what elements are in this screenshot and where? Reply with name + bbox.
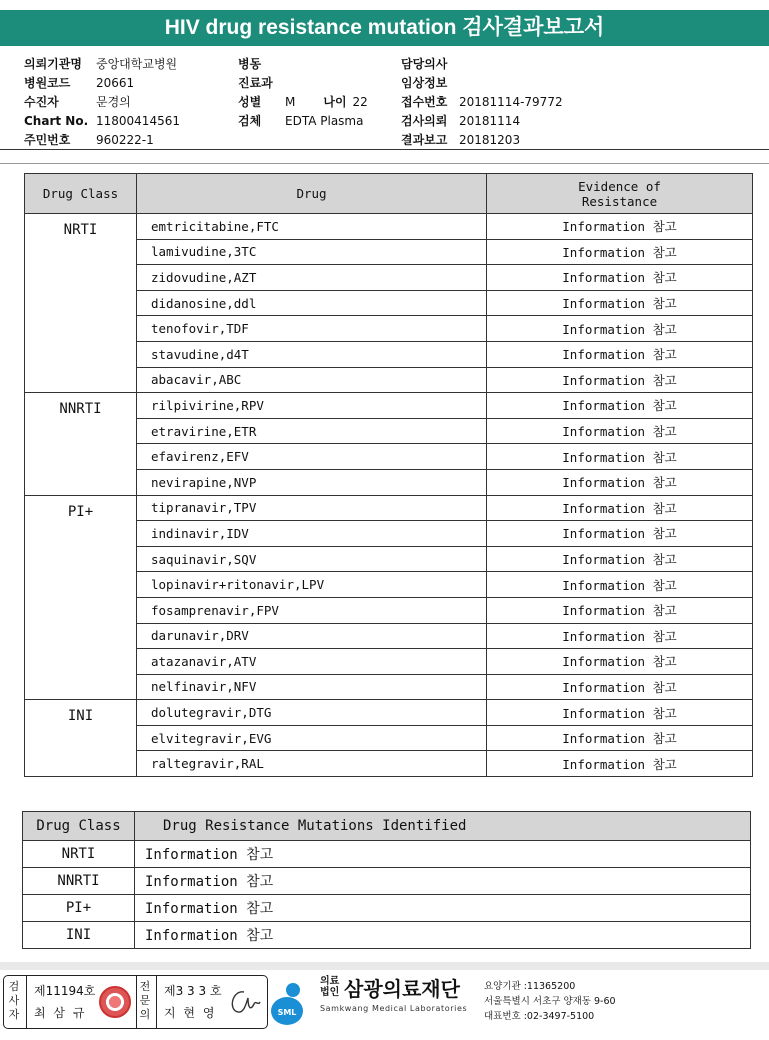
info-value: 중앙대학교병원 [96,57,178,71]
seal-stamp-icon [99,986,131,1018]
info-label: 의뢰기관명 [24,57,82,71]
mutation-cell: Information 참고 [135,922,751,949]
drug-cell: rilpivirine,RPV [137,393,487,419]
table-row [25,700,753,726]
signature-icon [226,986,262,1018]
info-value: 960222-1 [96,133,154,147]
table-row [25,214,753,240]
info-label: 임상정보 [401,76,448,90]
info-value: 20181114-79772 [459,95,563,109]
info-value: 20181114 [459,114,521,128]
info-row [24,131,180,150]
table-row [25,393,753,419]
info-value: 20181203 [459,133,521,147]
drug-class-cell: INI [23,922,135,949]
evidence-cell: Information 참고 [487,521,753,547]
tester-license: 제11194호 [34,984,96,998]
patient-info-col2 [238,55,368,131]
drug-cell: efavirenz,EFV [137,444,487,470]
table-row [23,868,751,895]
info-row [24,93,180,112]
signature-box [3,975,268,1029]
info-value: 11800414561 [96,114,180,128]
drug-cell: indinavir,IDV [137,521,487,547]
evidence-cell: Information 참고 [487,316,753,342]
evidence-cell: Information 참고 [487,469,753,495]
info-row [401,74,563,93]
info-row [24,112,180,131]
evidence-cell: Information 참고 [487,214,753,240]
info-label: 주민번호 [24,133,71,147]
info-row [401,112,563,131]
drug-cell: dolutegravir,DTG [137,700,487,726]
age-value: 22 [352,95,368,109]
drug-class-cell: PI+ [23,895,135,922]
table-row [23,895,751,922]
evidence-cell: Information 참고 [487,367,753,393]
report-title: HIV drug resistance mutation 검사결과보고서 [0,10,769,46]
drug-cell: nevirapine,NVP [137,469,487,495]
sml-logo-icon [270,978,310,1026]
drug-cell: stavudine,d4T [137,341,487,367]
drug-cell: tipranavir,TPV [137,495,487,521]
evidence-cell: Information 참고 [487,649,753,675]
evidence-cell: Information 참고 [487,546,753,572]
col-drug-class: Drug Class [25,174,137,214]
divider [0,149,769,150]
org-type: 의료 법인 [320,976,340,998]
specimen-value: EDTA Plasma [285,114,364,128]
drug-cell: emtricitabine,FTC [137,214,487,240]
evidence-cell: Information 참고 [487,725,753,751]
drug-cell: didanosine,ddl [137,290,487,316]
footer-band [0,962,769,970]
evidence-cell: Information 참고 [487,393,753,419]
sex-value: M [285,95,296,109]
evidence-cell: Information 참고 [487,495,753,521]
info-label: 결과보고 [401,133,448,147]
specialist-name: 지 현 영 [164,1006,217,1020]
mutations-table [22,811,751,949]
patient-info-col3 [401,55,563,150]
info-label: 담당의사 [401,57,448,71]
drug-cell: atazanavir,ATV [137,649,487,675]
col-drug: Drug [137,174,487,214]
col-mutations: Drug Resistance Mutations Identified [135,812,751,841]
col-evidence: Evidence of Resistance [487,174,753,214]
drug-class-cell: INI [25,700,137,777]
drug-cell: tenofovir,TDF [137,316,487,342]
evidence-cell: Information 참고 [487,444,753,470]
evidence-cell: Information 참고 [487,341,753,367]
org-info: 요양기관 :11365200 서울특별시 서초구 양재동 9-60 대표번호 :02-3497-5100 [484,981,616,1022]
evidence-cell: Information 참고 [487,751,753,777]
ward-label: 병동 [238,57,262,71]
drug-resistance-table [24,173,753,777]
specialist-role: 전 문 의 [139,980,151,1021]
drug-cell: darunavir,DRV [137,623,487,649]
info-row [401,131,563,150]
info-row [401,93,563,112]
specialist-license: 제3 3 3 호 [164,984,222,998]
drug-class-cell: NNRTI [25,393,137,495]
info-label: Chart No. [24,114,89,128]
org-name: 삼광의료재단 [344,977,460,1001]
evidence-cell: Information 참고 [487,597,753,623]
drug-cell: fosamprenavir,FPV [137,597,487,623]
evidence-cell: Information 참고 [487,418,753,444]
mutation-cell: Information 참고 [135,841,751,868]
info-row [24,55,180,74]
org-english-name: Samkwang Medical Laboratories [320,1004,468,1013]
specimen-label: 검체 [238,114,262,128]
evidence-cell: Information 참고 [487,239,753,265]
drug-class-cell: NRTI [25,214,137,393]
drug-cell: nelfinavir,NFV [137,674,487,700]
drug-cell: saquinavir,SQV [137,546,487,572]
info-value: 20661 [96,76,135,90]
drug-class-cell: PI+ [25,495,137,700]
evidence-cell: Information 참고 [487,623,753,649]
drug-class-cell: NNRTI [23,868,135,895]
info-label: 검사의뢰 [401,114,448,128]
patient-info-col1 [24,55,180,150]
info-row [401,55,563,74]
tester-name: 최 삼 규 [34,1006,87,1020]
info-value: 문경의 [96,95,131,109]
evidence-cell: Information 참고 [487,290,753,316]
evidence-cell: Information 참고 [487,674,753,700]
evidence-cell: Information 참고 [487,572,753,598]
table-row [23,841,751,868]
drug-cell: etravirine,ETR [137,418,487,444]
drug-cell: abacavir,ABC [137,367,487,393]
age-label: 나이 [323,95,347,109]
info-label: 수진자 [24,95,59,109]
mutation-cell: Information 참고 [135,895,751,922]
info-label: 접수번호 [401,95,448,109]
drug-cell: elvitegravir,EVG [137,725,487,751]
info-row [24,74,180,93]
svg-text:SML: SML [277,1008,297,1017]
mutation-cell: Information 참고 [135,868,751,895]
divider [0,163,769,164]
drug-cell: zidovudine,AZT [137,265,487,291]
evidence-cell: Information 참고 [487,700,753,726]
drug-class-cell: NRTI [23,841,135,868]
dept-label: 진료과 [238,76,273,90]
tester-role: 검 사 자 [8,980,20,1021]
col-drug-class: Drug Class [23,812,135,841]
drug-cell: lopinavir+ritonavir,LPV [137,572,487,598]
evidence-cell: Information 참고 [487,265,753,291]
sex-label: 성별 [238,95,262,109]
table-row [25,495,753,521]
info-label: 병원코드 [24,76,71,90]
table-row [23,922,751,949]
drug-cell: lamivudine,3TC [137,239,487,265]
drug-cell: raltegravir,RAL [137,751,487,777]
